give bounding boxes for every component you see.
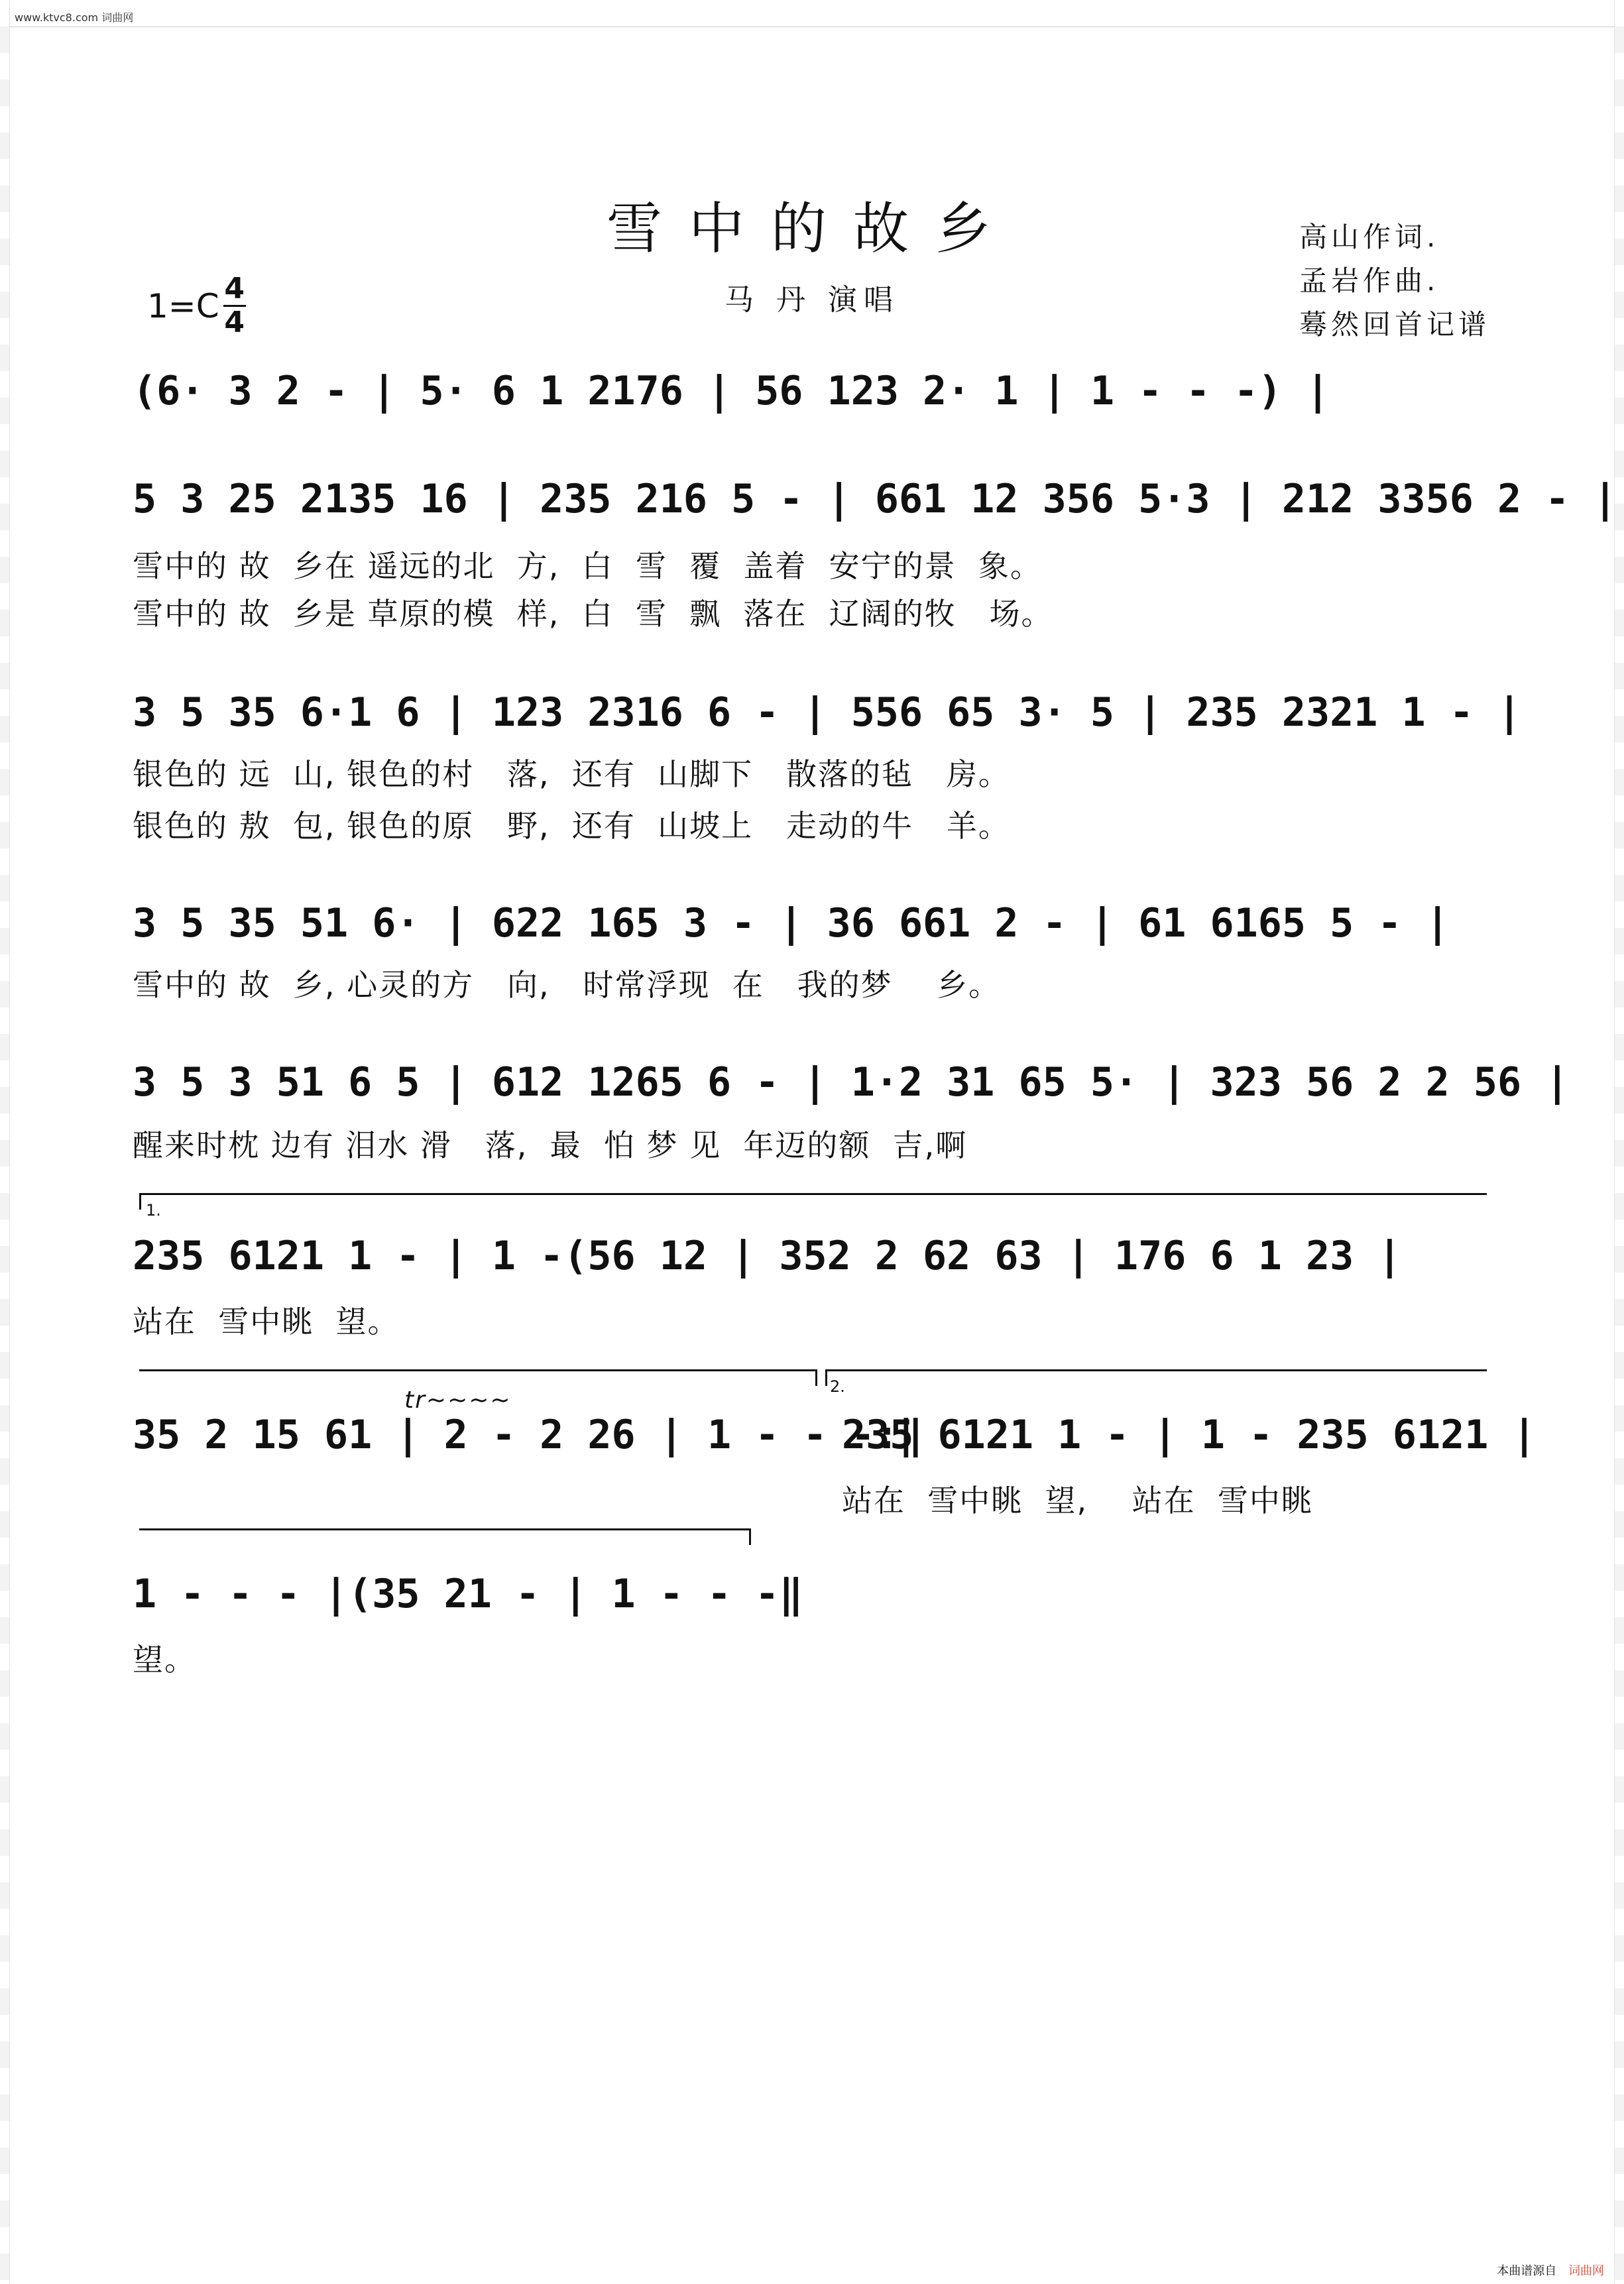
- score-line-5: 3 5 3 51 6 5 | 612 1265 6 - | 1·2 31 65 5· | 323 56 2 2 56 |: [133, 1059, 1570, 1106]
- score-line-4: 3 5 35 51 6· | 622 165 3 - | 36 661 2 - | 61 6165 5 - |: [133, 900, 1450, 946]
- composer-credit: 孟岩作曲.: [1299, 264, 1440, 297]
- second-ending-label: 2.: [830, 1377, 845, 1396]
- lyric-line-6: 站在 雪中眺 望。: [133, 1304, 400, 1340]
- footer-note: 本曲谱源自: [1497, 2264, 1557, 2278]
- lyric-line-7: 站在 雪中眺 望, 站在 雪中眺: [842, 1483, 1313, 1518]
- score-line-7b: 235 6121 1 - | 1 - 235 6121 |: [842, 1412, 1537, 1458]
- footer-source: [1497, 2261, 1604, 2279]
- song-title: 雪中的故乡: [606, 196, 1017, 261]
- lyric-line-2a: 雪中的 故 乡在 遥远的北 方, 白 雪 覆 盖着 安宁的景 象。: [133, 548, 1042, 584]
- score-line-6: 235 6121 1 - | 1 -(56 12 | 352 2 62 63 | 176 6 1 23 |: [133, 1233, 1402, 1279]
- lyric-line-4: 雪中的 故 乡, 心灵的方 向, 时常浮现 在 我的梦 乡。: [133, 967, 1001, 1003]
- first-ending-bracket: [139, 1193, 1487, 1210]
- coda-bracket: [139, 1528, 751, 1545]
- lyricist-credit: 高山作词.: [1299, 221, 1440, 253]
- first-ending-label: 1.: [146, 1201, 161, 1220]
- score-line-2: 5 3 25 2135 16 | 235 216 5 - | 661 12 356 5·3 | 212 3356 2 - |: [133, 476, 1617, 522]
- meter-top: 4: [224, 272, 245, 306]
- second-ending-bracket: [825, 1369, 1487, 1386]
- score-line-8: 1 - - - |(35 21 - | 1 - - -‖: [133, 1571, 803, 1617]
- singer-credit: 马 丹 演唱: [725, 283, 899, 317]
- meter-bottom: 4: [224, 306, 245, 339]
- score-line-7a: 35 2 15 61 | 2 - 2 26 | 1 - - -:‖: [133, 1412, 923, 1458]
- time-signature: [223, 273, 246, 339]
- lyric-line-3b: 银色的 敖 包, 银色的原 野, 还有 山坡上 走动的牛 羊。: [133, 808, 1010, 844]
- right-watermark-strip: [1614, 0, 1624, 2284]
- key-signature: [147, 273, 246, 339]
- lyric-line-2b: 雪中的 故 乡是 草原的模 样, 白 雪 飘 落在 辽阔的牧 场。: [133, 596, 1053, 632]
- first-ending-bracket-end: [139, 1369, 817, 1386]
- footer-brand: 词曲网: [1568, 2264, 1604, 2278]
- score-line-1: (6· 3 2 - | 5· 6 1 2176 | 56 123 2· 1 | 1 - - -) |: [133, 368, 1330, 414]
- lyric-line-8: 望。: [133, 1642, 196, 1678]
- transcriber-credit: 蓦然回首记谱: [1299, 308, 1491, 341]
- trill-mark: tr~~~~: [404, 1387, 512, 1414]
- key-label: 1=C: [147, 286, 219, 325]
- score-line-3: 3 5 35 6·1 6 | 123 2316 6 - | 556 65 3· 5 | 235 2321 1 - |: [133, 689, 1522, 736]
- lyric-line-5: 醒来时枕 边有 泪水 滑 落, 最 怕 梦 见 年迈的额 吉,啊: [133, 1127, 968, 1163]
- left-watermark-strip: [0, 0, 10, 2284]
- site-url: www.ktvc8.com 词曲网: [15, 11, 134, 24]
- author-credits: [1299, 215, 1490, 347]
- lyric-line-3a: 银色的 远 山, 银色的村 落, 还有 山脚下 散落的毡 房。: [133, 756, 1010, 792]
